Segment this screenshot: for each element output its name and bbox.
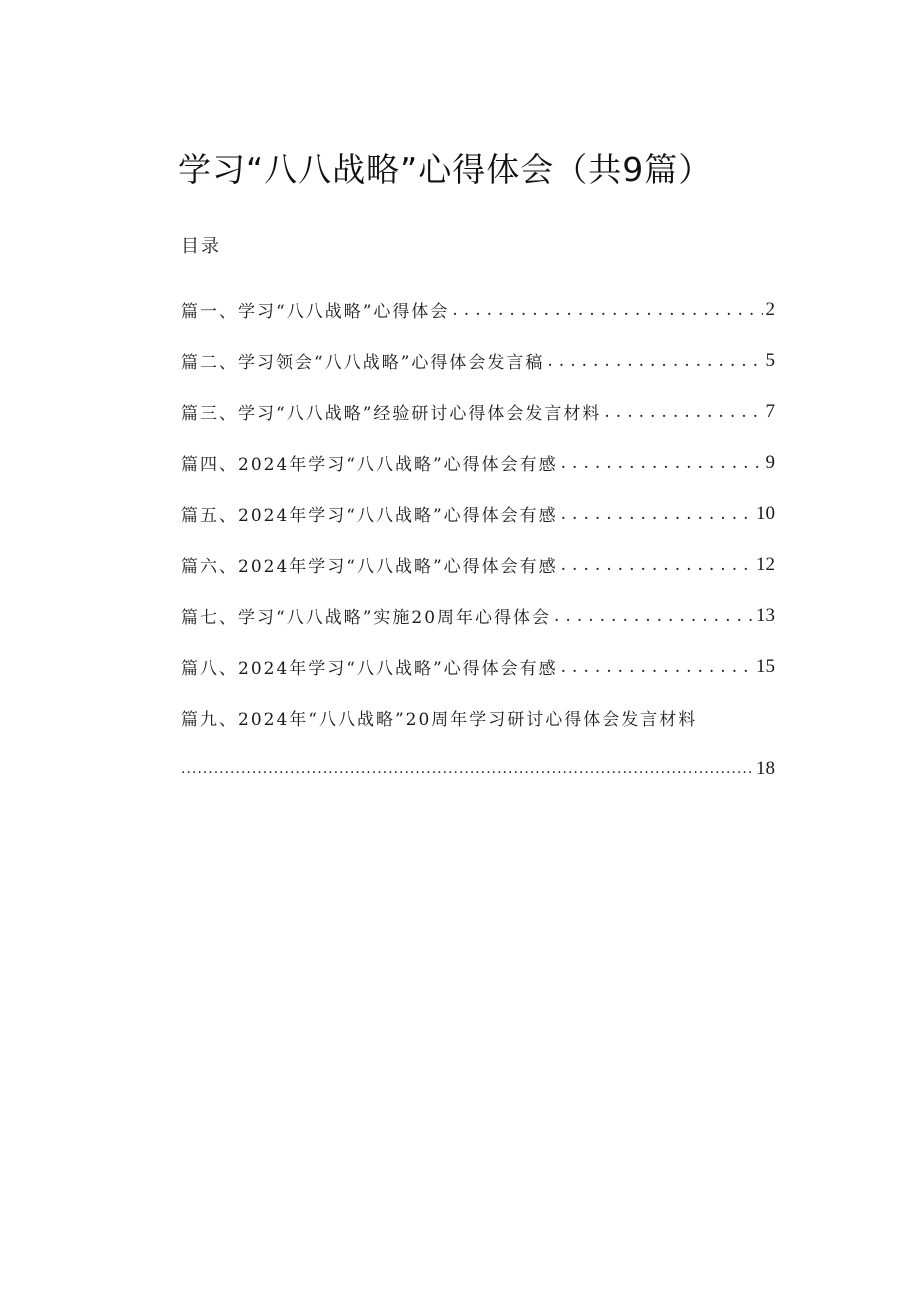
toc-dot-leader	[452, 300, 762, 320]
toc-entry[interactable]	[181, 539, 775, 590]
toc-entry-line	[181, 692, 775, 743]
toc-dot-leader	[561, 504, 753, 524]
toc-entry[interactable]	[181, 692, 775, 794]
toc-entry-line	[181, 743, 775, 794]
toc-entry[interactable]	[181, 284, 775, 335]
toc-heading: 目录	[181, 236, 221, 257]
table-of-contents	[181, 284, 775, 794]
toc-page-number: 13	[756, 604, 775, 626]
toc-entry-title: 篇七、学习“八八战略”实施20周年心得体会	[181, 608, 552, 628]
toc-dot-leader	[181, 761, 753, 777]
toc-entry[interactable]	[181, 437, 775, 488]
toc-page-number: 5	[765, 349, 775, 371]
toc-entry[interactable]	[181, 386, 775, 437]
toc-dot-leader	[561, 453, 763, 473]
toc-dot-leader	[561, 555, 753, 575]
toc-entry-title: 篇九、2024年“八八战略”20周年学习研讨心得体会发言材料	[181, 710, 698, 730]
toc-page-number: 10	[756, 502, 775, 524]
toc-page-number: 7	[765, 400, 775, 422]
toc-entry-title: 篇六、2024年学习“八八战略”心得体会有感	[181, 557, 558, 577]
toc-entry[interactable]	[181, 590, 775, 641]
toc-entry-title: 篇五、2024年学习“八八战略”心得体会有感	[181, 506, 558, 526]
document-title: 学习“八八战略”心得体会（共9篇）	[178, 150, 713, 189]
toc-entry-title: 篇三、学习“八八战略”经验研讨心得体会发言材料	[181, 404, 602, 424]
toc-dot-leader	[561, 657, 753, 677]
toc-entry[interactable]	[181, 335, 775, 386]
toc-entry[interactable]	[181, 641, 775, 692]
toc-entry-title: 篇四、2024年学习“八八战略”心得体会有感	[181, 455, 558, 475]
toc-page-number: 18	[756, 757, 775, 779]
toc-page-number: 12	[756, 553, 775, 575]
toc-page-number: 9	[765, 451, 775, 473]
toc-entry-title: 篇一、学习“八八战略”心得体会	[181, 302, 450, 322]
toc-entry-title: 篇二、学习领会“八八战略”心得体会发言稿	[181, 353, 545, 373]
toc-page-number: 15	[756, 655, 775, 677]
toc-entry-title: 篇八、2024年学习“八八战略”心得体会有感	[181, 659, 558, 679]
toc-entry[interactable]	[181, 488, 775, 539]
toc-dot-leader	[604, 402, 762, 422]
toc-page-number: 2	[765, 298, 775, 320]
toc-dot-leader	[547, 351, 762, 371]
toc-dot-leader	[554, 606, 753, 626]
